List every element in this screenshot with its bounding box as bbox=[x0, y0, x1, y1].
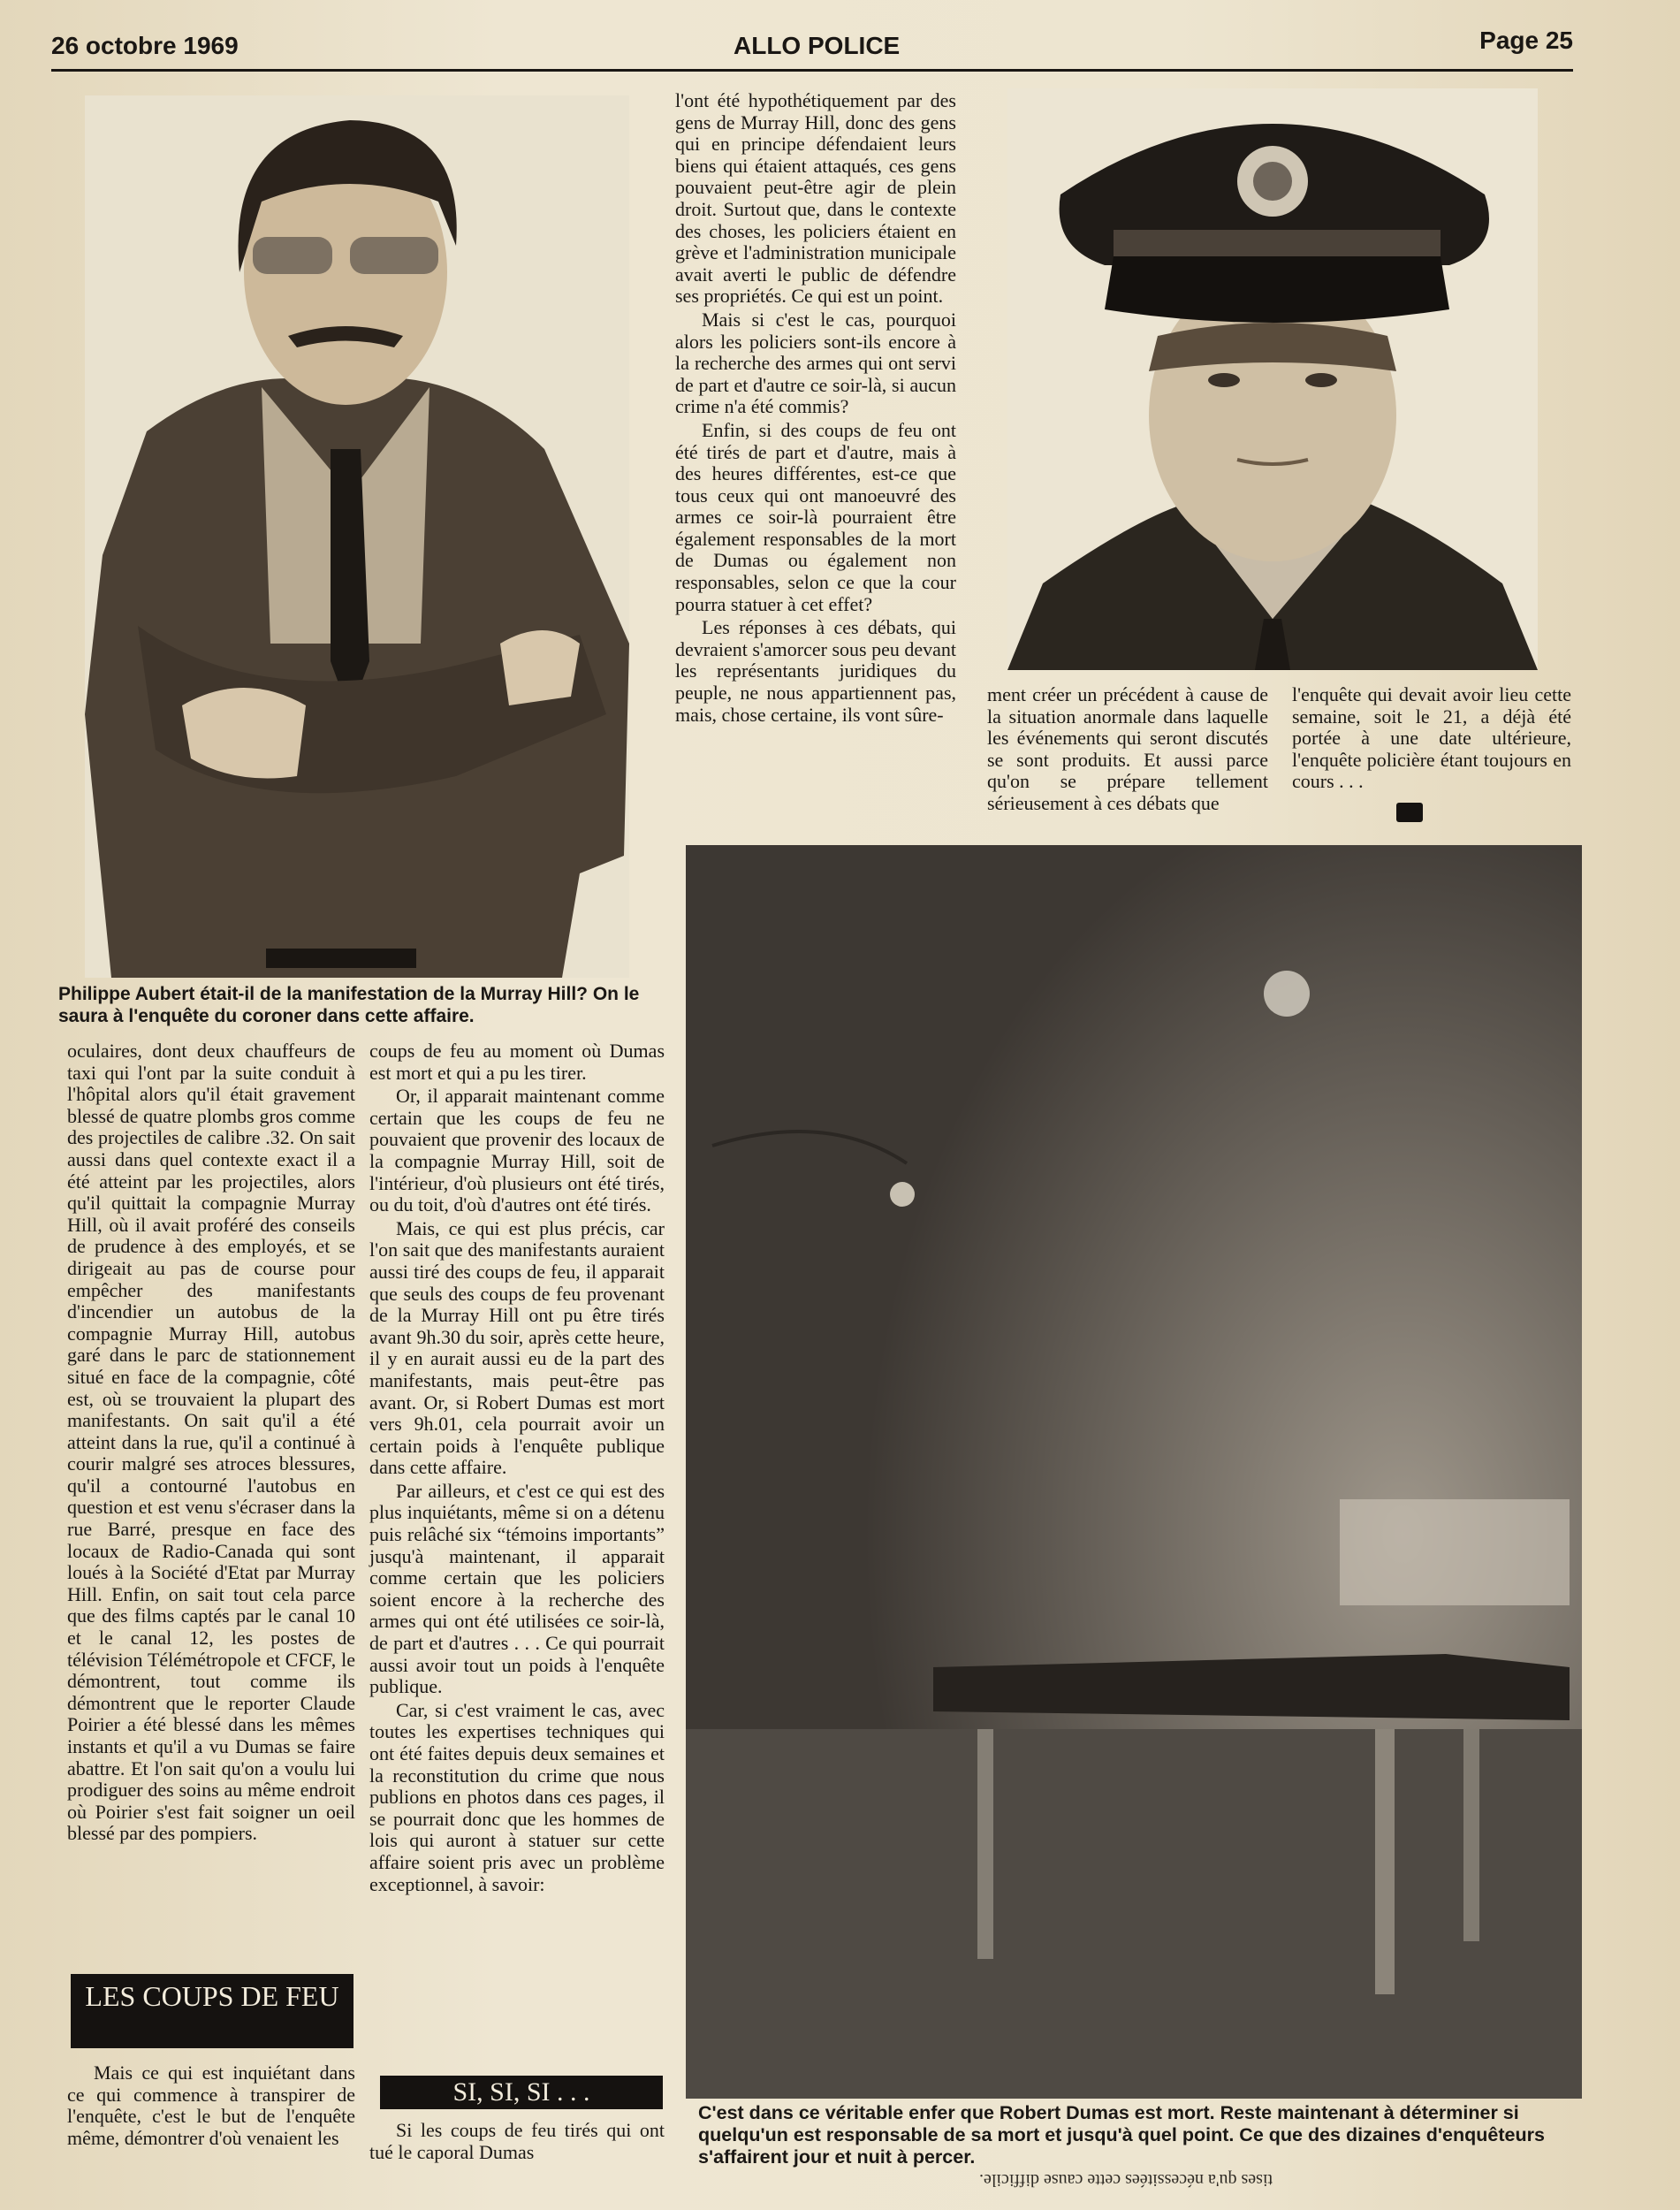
article-mid-column-a: ment créer un précédent à cause de la situation anormale dans laquelle les événements qui seront discutés se sont produits. Et aussi parce qu'on se prépare tellement sérieusement à ces débats que bbox=[987, 683, 1268, 814]
page-number: Page 25 bbox=[1479, 27, 1573, 54]
paragraph: Si les coups de feu tirés qui ont tué le caporal Dumas bbox=[369, 2119, 665, 2163]
banner-text: LES COUPS DE FEU bbox=[85, 1980, 339, 2012]
caption-aubert: Philippe Aubert était-il de la manifestation de la Murray Hill? On le saura à l'enquête du coroner dans cette affaire. bbox=[58, 984, 640, 1026]
paragraph: Mais ce qui est inquiétant dans ce qui commence à transpirer de l'enquête, c'est le but de l'enquête même, démontrer d'où venaient les bbox=[67, 2061, 355, 2149]
article-left-column bbox=[67, 1040, 355, 1847]
article-mid-column-b: l'enquête qui devait avoir lieu cette semaine, soit le 21, a déjà été portée à une date ultérieure, l'enquête policière étant toujours en cours . . . bbox=[1292, 683, 1571, 793]
article-top-column bbox=[675, 90, 956, 728]
article-center-after-banner bbox=[369, 2120, 665, 2165]
caption-fire: C'est dans ce véritable enfer que Robert Dumas est mort. Reste maintenant à déterminer si quelqu'un est responsable de sa mort et jusqu'à quel point. Ce que des dizaines d'enquêteurs s'affairent jour et nuit à percer. bbox=[698, 2102, 1545, 2168]
paragraph: coups de feu au moment où Dumas est mort et qui a pu les tirer. bbox=[369, 1040, 665, 1084]
paragraph: Les réponses à ces débats, qui devraient s'amorcer sous peu devant les représentants juridiques du peuple, ne nous appartiennent pas, mais, chose certaine, ils vont sûre- bbox=[675, 616, 956, 726]
section-banner-coups-de-feu bbox=[71, 1974, 353, 2048]
end-of-article-logo bbox=[1396, 803, 1423, 822]
article-left-after-banner bbox=[67, 2062, 355, 2151]
banner-text: SI, SI, SI . . . bbox=[452, 2077, 590, 2107]
paragraph: Mais, ce qui est plus précis, car l'on sait que des manifestants auraient aussi tiré des coups de feu, il apparait que seuls des coups de feu provenant de la Murray Hill ont pu être tirés avant 9h.30 du soir, après cette heure, il y en aurait aussi eu de la part des manifestants, mais peut-être pas avant. Or, si Robert Dumas est mort vers 9h.01, cela pourrait avoir un certain poids à l'enquête publique dans cette affaire. bbox=[369, 1216, 665, 1479]
paragraph: Car, si c'est vraiment le cas, avec toutes les expertises techniques qui ont été faites depuis deux semaines et la reconstitution du crime que nous publions en photos dans ces pages, il se pourrait donc que les hommes de lois qui auront à statuer sur cette affaire soient pris avec un problème exceptionnel, à savoir: bbox=[369, 1698, 665, 1895]
photo-policeman-portrait bbox=[1007, 88, 1538, 670]
page-header bbox=[51, 27, 1573, 72]
photo-night-fire-scene bbox=[686, 845, 1582, 2099]
paragraph: Mais si c'est le cas, pourquoi alors les policiers sont-ils encore à la recherche des armes qui ont servi de part et d'autre ce soir-là, si aucun crime n'a été commis? bbox=[675, 308, 956, 418]
bleed-through-text: tises qu'a nécessitées cette cause difficile. bbox=[979, 2170, 1273, 2190]
paragraph: Par ailleurs, et c'est ce qui est des plus inquiétants, même si on a détenu puis relâché six “témoins importants” jusqu'à maintenant, il apparait comme certain que les policiers soient encore à la recherche des armes qui ont été utilisées ce soir-là, de part et d'autres . . . Ce qui pourrait aussi avoir tout un poids à l'enquête publique. bbox=[369, 1479, 665, 1698]
article-center-column bbox=[369, 1040, 665, 1897]
issue-date: 26 octobre 1969 bbox=[51, 32, 239, 59]
section-banner-si-si-si bbox=[380, 2076, 663, 2109]
publication-name: ALLO POLICE bbox=[734, 32, 901, 59]
paragraph: Enfin, si des coups de feu ont été tirés de part et d'autre, mais à des heures différentes, est-ce que tous ceux qui ont manoeuvré des armes ce soir-là pourraient être également responsables de la mort de Dumas ou également non responsables, selon ce que la cour pourra statuer à cet effet? bbox=[675, 418, 956, 615]
photo-philippe-aubert bbox=[85, 95, 629, 978]
paragraph: l'ont été hypothétiquement par des gens de Murray Hill, donc des gens qui en principe défendaient leurs biens qui étaient attaqués, ces gens pouvaient peut-être agir de plein droit. Surtout que, dans le contexte des choses, les policiers étaient en grève et l'administration municipale avait averti le public de défendre ses propriétés. Ce qui est un point. bbox=[675, 89, 956, 308]
paragraph: Or, il apparait maintenant comme certain que les coups de feu ne pouvaient que provenir des locaux de la compagnie Murray Hill, soit de l'intérieur, d'où plusieurs ont été tirés, ou du toit, d'où d'autres ont été tirés. bbox=[369, 1085, 665, 1216]
paragraph: oculaires, dont deux chauffeurs de taxi qui l'ont par la suite conduit à l'hôpital alors qu'il était gravement blessé de quatre plombs gros comme des projectiles de calibre .32. On sait aussi dans quel contexte exact il a été atteint par les projectiles, alors qu'il quittait la compagnie Murray Hill, où il avait proféré des conseils de prudence à des employés, et se dirigeait au pas de course pour empêcher des manifestants d'incendier un autobus de la compagnie Murray Hill, autobus garé dans le parc de stationnement situé en face de la compagnie, côté est, où se trouvaient la plupart des manifestants. On sait qu'il a été atteint dans la rue, qu'il a continué à courir malgré ses atroces blessures, qu'il a contourné l'autobus en question et est venu s'écraser dans la rue Barré, presque en face des locaux de Radio-Canada qui sont loués à la Société d'Etat par Murray Hill. Enfin, on sait tout cela parce que des films captés par le canal 10 et le canal 12, les postes de télévision Télémétropole et CFCF, le démontrent, tout comme ils démontrent que le reporter Claude Poirier a été blessé dans les mêmes instants et qu'il a vu Dumas se faire abattre. Et l'on sait qu'on a voulu lui prodiguer des soins au même endroit où Poirier s'est fait soigner un oeil blessé par des pompiers. bbox=[67, 1040, 355, 1845]
